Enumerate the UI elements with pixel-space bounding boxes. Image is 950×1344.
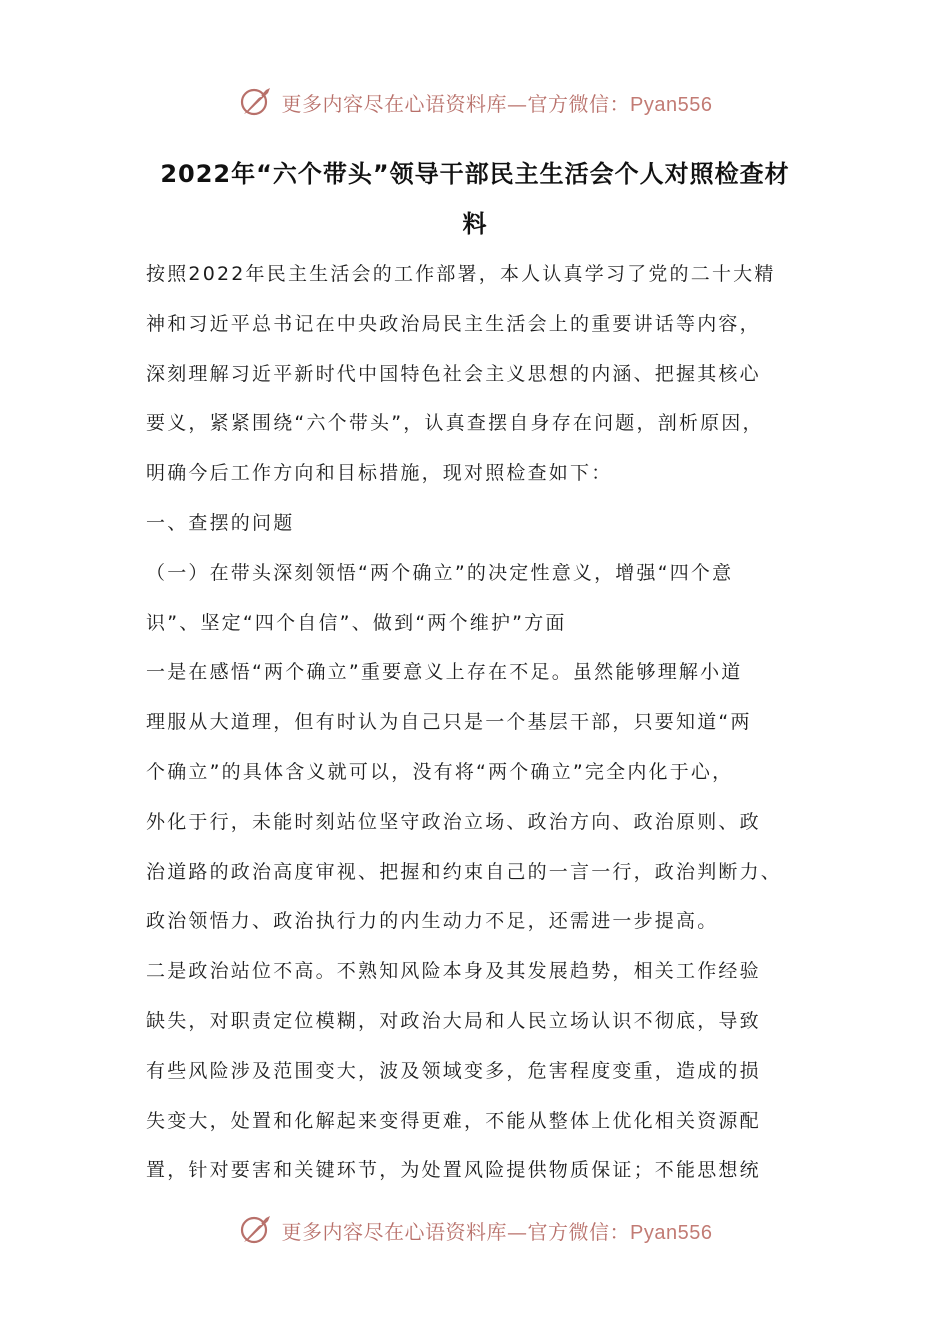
watermark-text: 更多内容尽在心语资料库—官方微信：Pyan556 (281, 1219, 713, 1244)
body-line: 一是在感悟“两个确立”重要意义上存在不足。虽然能够理解小道 (146, 661, 743, 684)
body-line: 缺失，对职责定位模糊，对政治大局和人民立场认识不彻底，导致 (146, 1009, 761, 1032)
watermark-text: 更多内容尽在心语资料库—官方微信：Pyan556 (281, 91, 713, 116)
watermark-handle: Pyan556 (630, 1221, 713, 1244)
body-line: 神和习近平总书记在中央政治局民主生活会上的重要讲话等内容， (146, 312, 761, 335)
body-line: 外化于行，未能时刻站位坚守政治立场、政治方向、政治原则、政 (146, 810, 761, 833)
watermark-banner-bottom (0, 1208, 950, 1252)
watermark-handle: Pyan556 (630, 93, 713, 116)
body-line: 深刻理解习近平新时代中国特色社会主义思想的内涵、把握其核心 (146, 362, 761, 385)
body-line: 个确立”的具体含义就可以，没有将“两个确立”完全内化于心， (146, 760, 734, 783)
body-line: 置，针对要害和关键环节，为处置风险提供物质保证；不能思想统 (146, 1159, 761, 1182)
subsection-heading: （一）在带头深刻领悟“两个确立”的决定性意义，增强“四个意 (146, 561, 734, 584)
quill-logo-icon (238, 84, 274, 120)
body-line: 失变大，处置和化解起来变得更难，不能从整体上优化相关资源配 (146, 1109, 761, 1132)
document-title-line-1: 2022年“六个带头”领导干部民主生活会个人对照检查材 (160, 160, 790, 188)
body-line: 二是政治站位不高。不熟知风险本身及其发展趋势，相关工作经验 (146, 960, 761, 983)
watermark-banner-top (0, 80, 950, 124)
quill-logo-icon (238, 1212, 274, 1248)
body-line: 要义，紧紧围绕“六个带头”，认真查摆自身存在问题，剖析原因， (146, 412, 764, 435)
document-body (146, 250, 826, 1196)
body-line: 按照2022年民主生活会的工作部署，本人认真学习了党的二十大精 (146, 263, 776, 285)
subsection-heading-cont: 识”、坚定“四个自信”、做到“两个维护”方面 (146, 611, 567, 634)
body-line: 政治领悟力、政治执行力的内生动力不足，还需进一步提高。 (146, 910, 719, 933)
body-line: 理服从大道理，但有时认为自己只是一个基层干部，只要知道“两 (146, 711, 752, 734)
body-line: 治道路的政治高度审视、把握和约束自己的一言一行，政治判断力、 (146, 860, 783, 883)
section-heading: 一、查摆的问题 (146, 511, 295, 534)
body-line: 明确今后工作方向和目标措施，现对照检查如下： (146, 462, 613, 485)
document-title-line-2: 料 (462, 210, 488, 238)
body-line: 有些风险涉及范围变大，波及领域变多，危害程度变重，造成的损 (146, 1059, 761, 1082)
